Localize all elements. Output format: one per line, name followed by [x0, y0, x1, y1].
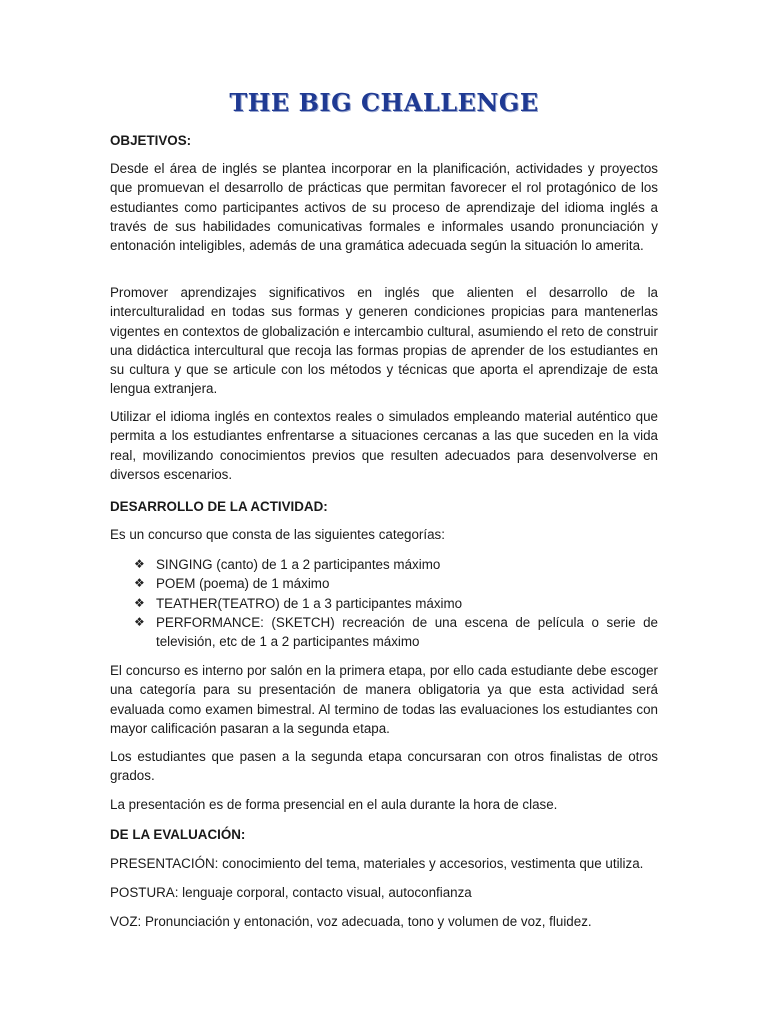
evaluacion-presentacion: PRESENTACIÓN: conocimiento del tema, materiales y accesorios, vestimenta que utiliza.: [110, 856, 644, 871]
category-text: POEM (poema) de 1 máximo: [156, 576, 330, 592]
desarrollo-intro: Es un concurso que consta de las siguientes categorías:: [110, 527, 445, 542]
category-text: TEATHER(TEATRO) de 1 a 3 participantes máximo: [156, 595, 463, 611]
objetivos-paragraph-3: Utilizar el idioma inglés en contextos reales o simulados empleando material auténtico que permita a los estudiantes enfrentarse a situaciones cercanas a las que suceden en la vida real, movilizando conocimientos previos que resulten adecuados para desenvolverse en diversos escenarios.: [110, 409, 658, 482]
desarrollo-heading: DESARROLLO DE LA ACTIVIDAD:: [110, 499, 328, 514]
desarrollo-paragraph-1: El concurso es interno por salón en la primera etapa, por ello cada estudiante debe escoger una categoría para su presentación de manera obligatoria ya que esta actividad será evaluada como examen bimestral. Al termino de todas las evaluaciones los estudiantes con mayor calificación pasaran a la segunda etapa.: [110, 663, 658, 736]
category-text: PERFORMANCE: (SKETCH) recreación de una escena de película o serie de televisión, etc de 1 a 2 participantes máximo: [156, 614, 658, 650]
list-item: [110, 594, 658, 613]
diamond-bullet-icon: ❖: [134, 595, 145, 610]
objetivos-paragraph-2: Promover aprendizajes significativos en inglés que alienten el desarrollo de la interculturalidad en todas sus formas y generen condiciones propicias para mantenerlas vigentes en contextos de globalización e intercambio cultural, asumiendo el reto de construir una didáctica intercultural que recoja las formas propias de aprender de los estudiantes en su cultura y que se articule con los métodos y técnicas que aporta el aprendizaje de esta lengua extranjera.: [110, 285, 658, 397]
category-text: SINGING (canto) de 1 a 2 participantes máximo: [156, 557, 441, 572]
evaluacion-postura: POSTURA: lenguaje corporal, contacto visual, autoconfianza: [110, 885, 472, 900]
categories-list: [110, 555, 658, 651]
diamond-bullet-icon: ❖: [134, 576, 145, 591]
objetivos-heading: OBJETIVOS:: [110, 133, 192, 148]
diamond-bullet-icon: ❖: [134, 557, 145, 571]
diamond-bullet-icon: ❖: [134, 614, 145, 629]
objetivos-paragraph-1: Desde el área de inglés se plantea incorporar en la planificación, actividades y proyectos que promuevan el desarrollo de prácticas que permitan favorecer el rol protagónico de los estudiantes como participantes activos de su proceso de aprendizaje del idioma inglés a través de sus habilidades comunicativas formales e informales usando pronunciación y entonación inteligibles, además de una gramática adecuada según la situación lo amerita.: [110, 161, 658, 254]
desarrollo-paragraph-3: La presentación es de forma presencial en el aula durante la hora de clase.: [110, 797, 558, 812]
desarrollo-paragraph-2: Los estudiantes que pasen a la segunda etapa concursaran con otros finalistas de otros grados.: [110, 749, 658, 784]
list-item: [110, 555, 658, 574]
document-title: THE BIG CHALLENGE: [229, 88, 539, 117]
evaluacion-heading: DE LA EVALUACIÓN:: [110, 827, 246, 842]
evaluacion-voz: VOZ: Pronunciación y entonación, voz adecuada, tono y volumen de voz, fluidez.: [110, 914, 592, 929]
list-item: [110, 613, 658, 652]
list-item: [110, 574, 658, 593]
